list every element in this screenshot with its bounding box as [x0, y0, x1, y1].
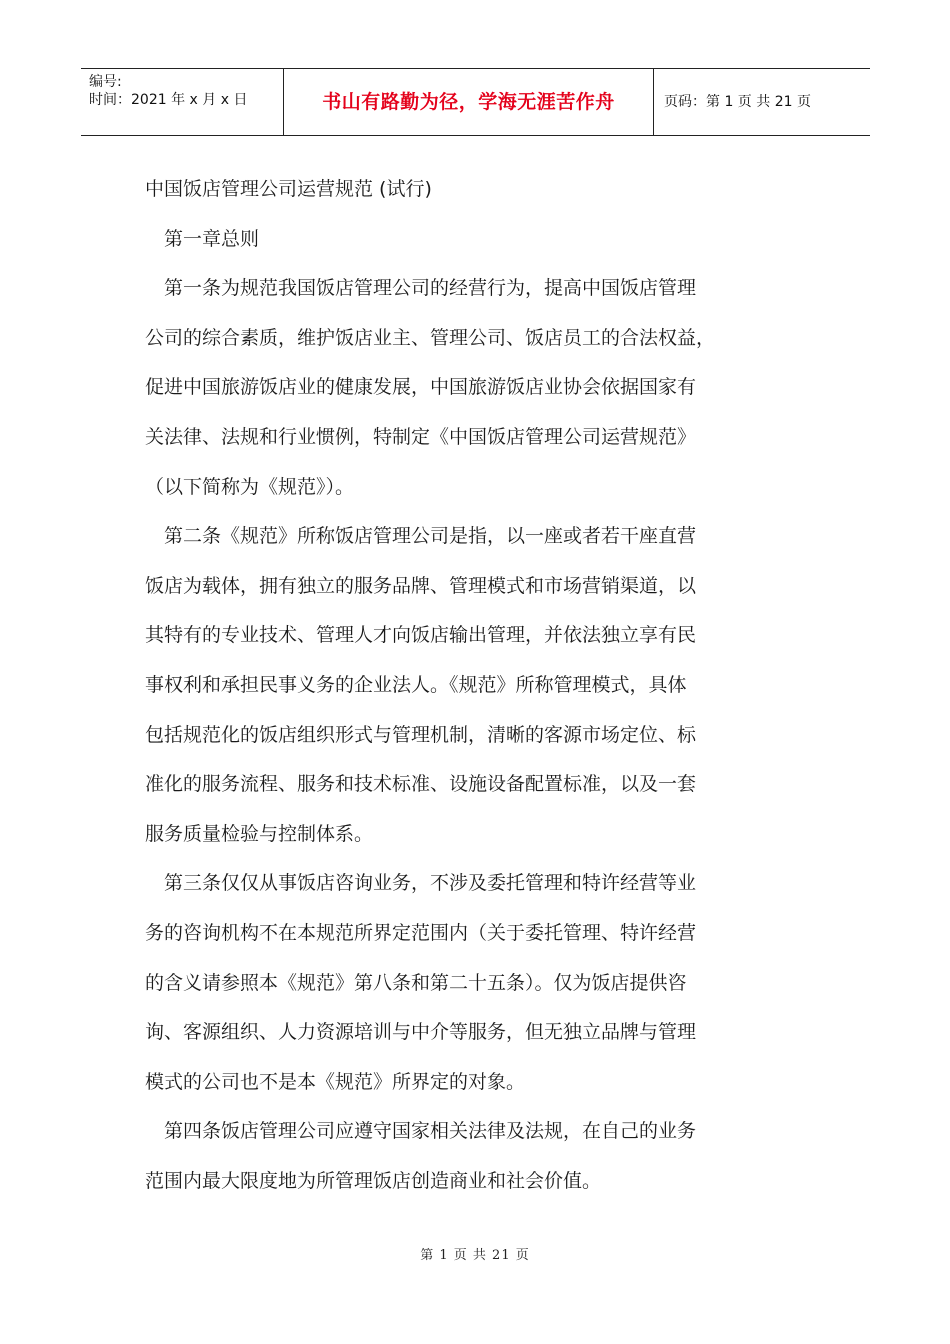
document-body: [145, 165, 807, 1206]
header-page-cell: [654, 69, 870, 135]
chapter-heading: 第一章总则: [164, 227, 260, 250]
paragraph-article-3: 第三条仅仅从事饭店咨询业务，不涉及委托管理和特许经营等业 务的咨询机构不在本规范所界定范围内（关于委托管理、特许经营 的含义请参照本《规范》第八条和第二十五条）。仅为饭店提供咨 询、客源组织、人力资源培训与中介等服务，但无独立品牌与管理 模式的公司也不是本《规范》所界定的对象。: [145, 872, 697, 1093]
paragraph-article-1: 第一条为规范我国饭店管理公司的经营行为，提高中国饭店管理 公司的综合素质，维护饭店业主、管理公司、饭店员工的合法权益， 促进中国旅游饭店业的健康发展，中国旅游饭店业协会依据国家有 关法律、法规和行业惯例，特制定《中国饭店管理公司运营规范》 （以下简称为《规范》）。: [145, 277, 716, 498]
paragraph-article-4: 第四条饭店管理公司应遵守国家相关法律及法规，在自己的业务 范围内最大限度地为所管理饭店创造商业和社会价值。: [145, 1120, 697, 1192]
page-footer: 第 1 页 共 21 页: [420, 1248, 530, 1263]
header-info-cell: [81, 69, 283, 135]
header-motto-cell: [283, 69, 654, 135]
paragraph-article-2: 第二条《规范》所称饭店管理公司是指，以一座或者若干座直营 饭店为载体，拥有独立的服务品牌、管理模式和市场营销渠道，以 其特有的专业技术、管理人才向饭店输出管理，并依法独立享有民 事权利和承担民事义务的企业法人。《规范》所称管理模式，具体 包括规范化的饭店组织形式与管理机制，清晰的客源市场定位、标 准化的服务流程、服务和技术标准、设施设备配置标准，以及一套 服务质量检验与控制体系。: [145, 525, 697, 845]
header-table: [81, 68, 870, 136]
page-code: 页码：第 1 页 共 21 页: [664, 94, 811, 110]
number-label: 编号:: [89, 74, 122, 90]
time-label: 时间：2021 年 x 月 x 日: [89, 92, 248, 108]
document-title: 中国饭店管理公司运营规范 (试行): [145, 178, 432, 200]
motto-text: 书山有路勤为径，学海无涯苦作舟: [322, 91, 615, 113]
